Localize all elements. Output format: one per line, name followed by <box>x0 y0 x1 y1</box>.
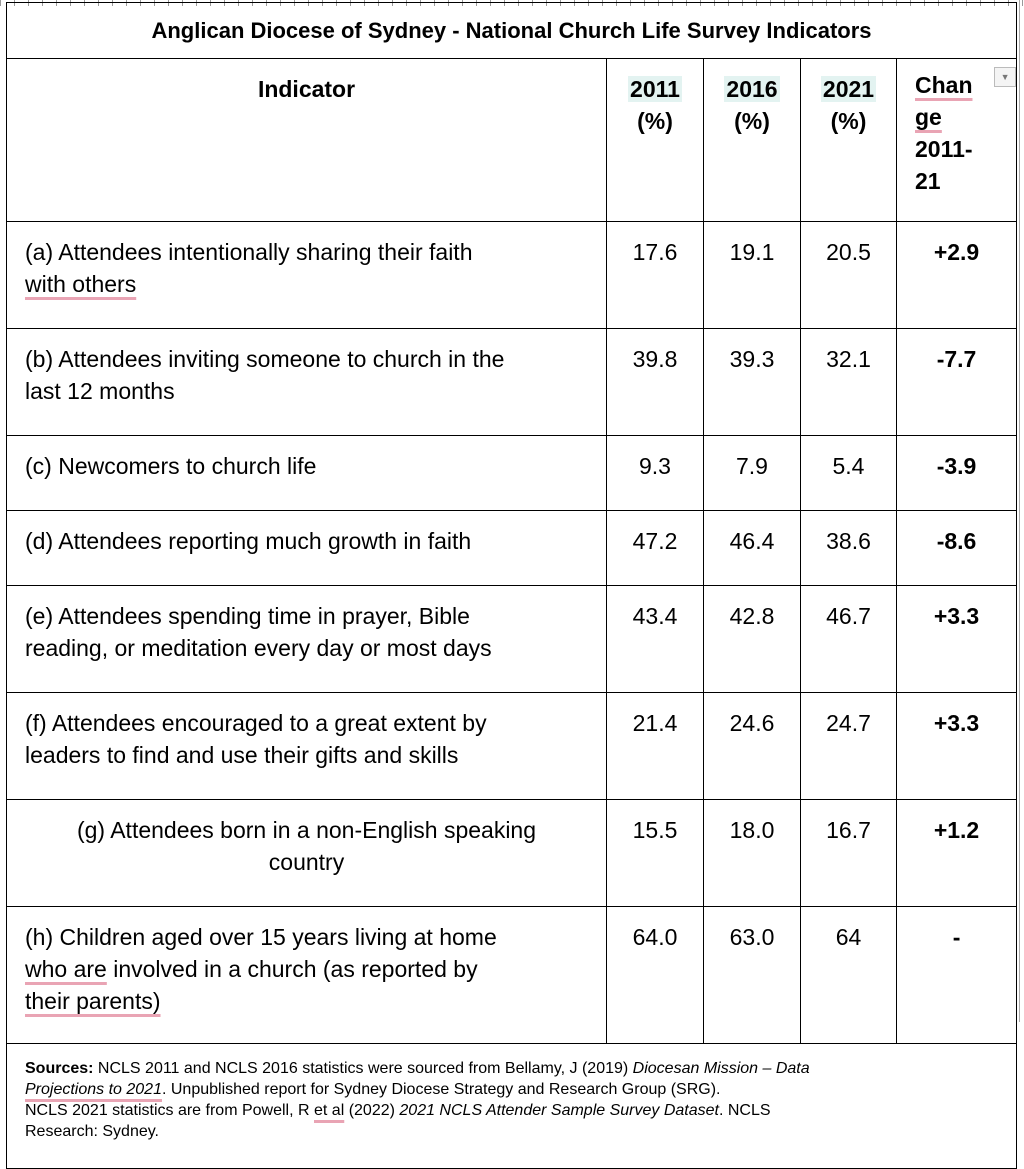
value-change: +3.3 <box>897 586 1017 693</box>
value-2016: 42.8 <box>704 586 801 693</box>
sources-row <box>7 1044 1017 1169</box>
header-2016: 2016 (%) <box>704 59 801 222</box>
page-edge-line <box>1019 0 1020 1022</box>
header-row <box>7 59 1017 222</box>
value-2016: 24.6 <box>704 693 801 800</box>
table-row <box>7 436 1017 511</box>
sources-note: Sources: NCLS 2011 and NCLS 2016 statistics were sourced from Bellamy, J (2019) Diocesan Mission – Data Projections to 2021. Unpublished report for Sydney Diocese Strategy and Research Group (SRG). NCLS 2021 statistics are from Powell, R et al (2022) 2021 NCLS Attender Sample Survey Dataset. NCLS Research: Sydney. <box>7 1044 1017 1169</box>
value-2021: 64 <box>801 907 897 1044</box>
value-2011: 47.2 <box>607 511 704 586</box>
value-2011: 17.6 <box>607 222 704 329</box>
value-change: -7.7 <box>897 329 1017 436</box>
value-2011: 9.3 <box>607 436 704 511</box>
indicator-cell: (b) Attendees inviting someone to church in the last 12 months <box>7 329 607 436</box>
value-2011: 64.0 <box>607 907 704 1044</box>
table-row <box>7 329 1017 436</box>
value-2016: 7.9 <box>704 436 801 511</box>
value-change: -3.9 <box>897 436 1017 511</box>
value-change: -8.6 <box>897 511 1017 586</box>
indicator-cell: (g) Attendees born in a non-English speaking country <box>7 800 607 907</box>
table-row <box>7 800 1017 907</box>
table-row <box>7 511 1017 586</box>
value-2016: 63.0 <box>704 907 801 1044</box>
value-2016: 18.0 <box>704 800 801 907</box>
value-change: +2.9 <box>897 222 1017 329</box>
value-2016: 19.1 <box>704 222 801 329</box>
indicator-cell: (e) Attendees spending time in prayer, Bible reading, or meditation every day or most days <box>7 586 607 693</box>
table-row <box>7 693 1017 800</box>
table-row <box>7 222 1017 329</box>
header-2021: 2021 (%) <box>801 59 897 222</box>
value-2021: 16.7 <box>801 800 897 907</box>
table-row <box>7 907 1017 1044</box>
indicator-cell: (h) Children aged over 15 years living at home who are involved in a church (as reported by their parents) <box>7 907 607 1044</box>
value-2021: 5.4 <box>801 436 897 511</box>
indicator-cell: (c) Newcomers to church life <box>7 436 607 511</box>
indicator-cell: (d) Attendees reporting much growth in faith <box>7 511 607 586</box>
indicator-cell: (a) Attendees intentionally sharing their faith with others <box>7 222 607 329</box>
value-change: +1.2 <box>897 800 1017 907</box>
value-change: - <box>897 907 1017 1044</box>
value-2021: 38.6 <box>801 511 897 586</box>
indicator-cell: (f) Attendees encouraged to a great extent by leaders to find and use their gifts and skills <box>7 693 607 800</box>
value-2021: 20.5 <box>801 222 897 329</box>
value-2011: 39.8 <box>607 329 704 436</box>
table-title: Anglican Diocese of Sydney - National Church Life Survey Indicators <box>7 3 1017 59</box>
dropdown-arrow-icon[interactable]: ▼ <box>994 67 1016 87</box>
value-2011: 43.4 <box>607 586 704 693</box>
header-indicator: Indicator <box>7 59 607 222</box>
value-2021: 24.7 <box>801 693 897 800</box>
value-2021: 46.7 <box>801 586 897 693</box>
header-2011: 2011 (%) <box>607 59 704 222</box>
header-change: Chan ge 2011- 21 ▼ <box>897 59 1017 222</box>
value-2011: 21.4 <box>607 693 704 800</box>
value-change: +3.3 <box>897 693 1017 800</box>
value-2016: 39.3 <box>704 329 801 436</box>
table-row <box>7 586 1017 693</box>
value-2016: 46.4 <box>704 511 801 586</box>
value-2011: 15.5 <box>607 800 704 907</box>
value-2021: 32.1 <box>801 329 897 436</box>
ncls-indicators-table <box>6 2 1017 1169</box>
